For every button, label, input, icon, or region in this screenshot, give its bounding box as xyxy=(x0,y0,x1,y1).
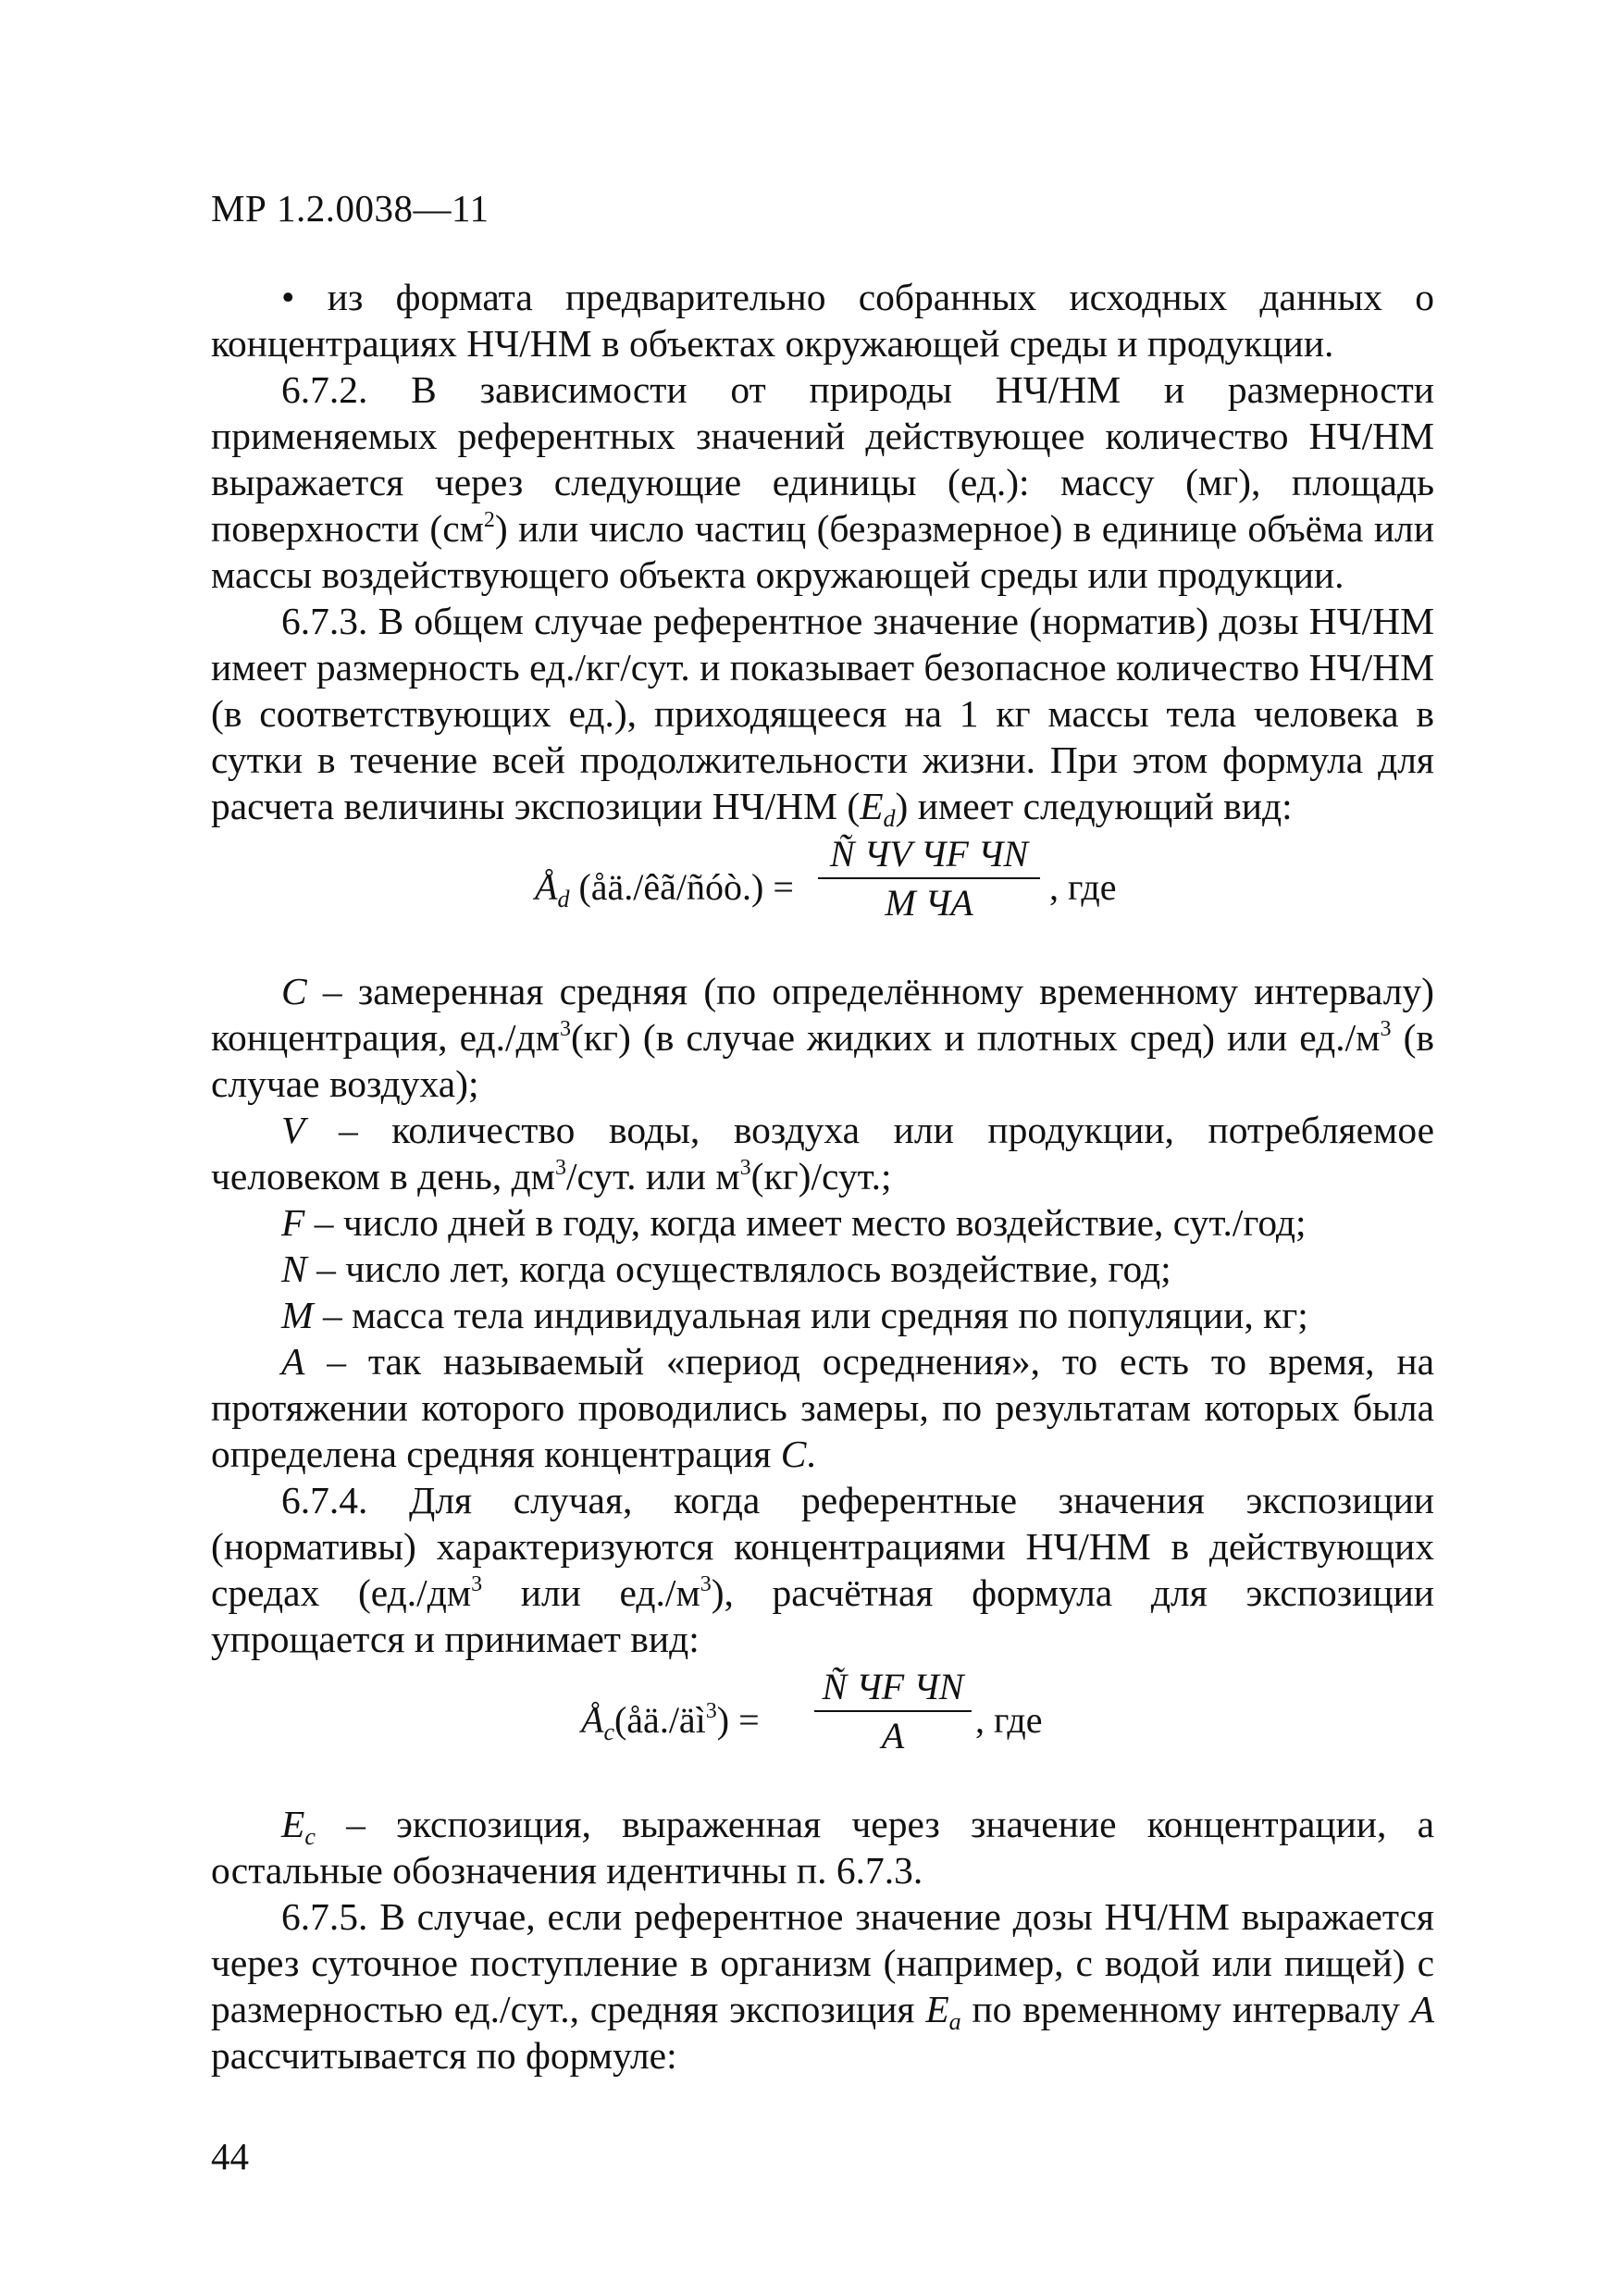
def-c-text3: (в случае воздуха); xyxy=(211,1016,1434,1105)
def-a-text: – так называемый «период осреднения», то есть то время, на протяжении которого проводились замеры, по результатам которых была определена средняя концентрация xyxy=(211,1340,1434,1475)
formula-lhs-units: (åä./êã/ñóò.) = xyxy=(578,866,794,908)
var-c-ref: C xyxy=(780,1433,807,1475)
def-ec-text: – экспозиция, выраженная через значение концентрации, а остальные обозначения идентичны п. 6.7.3. xyxy=(211,1803,1434,1892)
var-a-ref: A xyxy=(1410,1988,1435,2030)
paragraph-6-7-2-tail: ) или число частиц (безразмерное) в единице объёма или массы воздействующего объекта окружающей среды или продукции. xyxy=(211,507,1434,596)
var-a: A xyxy=(281,1340,305,1383)
paragraph-6-7-5-text2: по временному интервалу xyxy=(960,1988,1411,2030)
paragraph-bullet: • из формата предварительно собранных исходных данных о концентрациях НЧ/НМ в объектах окружающей среды и продукции. xyxy=(211,276,1434,365)
subscript-a: a xyxy=(948,2008,961,2035)
var-ea: E xyxy=(925,1988,949,2030)
def-v-text3: (кг)/сут.; xyxy=(750,1155,892,1198)
superscript: 3 xyxy=(1380,1017,1392,1041)
superscript: 2 xyxy=(483,508,495,532)
paragraph-6-7-4-text2: или ед./м xyxy=(482,1571,700,1614)
page-number: 44 xyxy=(211,2135,249,2178)
paragraph-6-7-4 xyxy=(211,1477,1434,1662)
paragraph-6-7-2-text: 6.7.2. В зависимости от природы НЧ/НМ и размерности применяемых референтных значений действующее количество НЧ/НМ выражается через следующие единицы (ед.): массу (мг), площадь поверхности (см xyxy=(211,368,1434,550)
superscript: 3 xyxy=(554,1156,566,1180)
paragraph-6-7-3 xyxy=(211,598,1434,832)
formula2-lhs-sup: 3 xyxy=(705,1699,717,1723)
def-a-end: . xyxy=(806,1433,816,1475)
paragraph-6-7-5-text3: рассчитывается по формуле: xyxy=(211,2034,677,2077)
superscript: 3 xyxy=(739,1156,751,1180)
formula-numerator: Ñ ЧV ЧF ЧN xyxy=(818,831,1040,879)
def-m-text: – масса тела индивидуальная или средняя по популяции, кг; xyxy=(313,1294,1308,1336)
paragraph-6-7-3-tail: ) имеет следующий вид: xyxy=(895,785,1293,827)
formula-fraction xyxy=(818,831,1040,927)
var-f: F xyxy=(281,1201,305,1244)
paragraph-6-7-3-text: 6.7.3. В общем случае референтное значение (норматив) дозы НЧ/НМ имеет размерность ед./кг/сут. и показывает безопасное количество НЧ/НМ (в соответствующих ед.), приходящееся на 1 кг массы тела человека в сутки в течение всей продолжительности жизни. При этом формула для расчета величины экспозиции НЧ/НМ ( xyxy=(211,600,1434,827)
formula-dose-exposure xyxy=(211,829,1434,968)
var-ec: E xyxy=(281,1803,305,1845)
formula-denominator: M ЧA xyxy=(885,882,973,924)
definition-f xyxy=(211,1199,1434,1246)
def-c-text: – замеренная средняя (по определённому временному интервалу) концентрация, ед./дм xyxy=(211,970,1434,1059)
def-v-text2: /сут. или м xyxy=(565,1155,740,1198)
formula-lhs xyxy=(535,864,794,911)
var-v: V xyxy=(281,1109,305,1151)
formula2-lhs-close: ) = xyxy=(716,1699,760,1741)
formula-concentration-exposure xyxy=(211,1662,1434,1801)
formula2-lhs xyxy=(581,1697,760,1744)
formula2-fraction xyxy=(814,1664,972,1760)
definition-n xyxy=(211,1246,1434,1292)
subscript-c: c xyxy=(304,1823,316,1850)
superscript: 3 xyxy=(700,1572,712,1596)
paragraph-6-7-4-text3: ), расчётная формула для экспозиции упрощается и принимает вид: xyxy=(211,1571,1434,1660)
paragraph-6-7-5-text: 6.7.5. В случае, если референтное значение дозы НЧ/НМ выражается через суточное поступление в организм (например, с водой или пищей) с размерностью ед./сут., средняя экспозиция xyxy=(211,1895,1434,2030)
definition-ec xyxy=(211,1801,1434,1893)
formula2-lhs-symbol: Å xyxy=(581,1699,604,1741)
def-c-text2: (кг) (в случае жидких и плотных сред) или ед./м xyxy=(570,1016,1381,1059)
def-f-text: – число дней в году, когда имеет место воздействие, сут./год; xyxy=(304,1201,1307,1244)
formula-lhs-sub: d xyxy=(557,886,570,912)
formula2-lhs-units: (åä./äì xyxy=(613,1699,706,1741)
var-n: N xyxy=(281,1247,307,1290)
superscript: 3 xyxy=(559,1017,571,1041)
formula2-lhs-sub: c xyxy=(603,1719,614,1745)
var-c: C xyxy=(281,970,307,1012)
definition-a xyxy=(211,1338,1434,1477)
definition-m xyxy=(211,1292,1434,1338)
formula2-suffix: , где xyxy=(975,1699,1043,1741)
document-body xyxy=(211,274,1434,2079)
variable-e: E xyxy=(860,785,884,827)
var-m: M xyxy=(281,1294,314,1336)
formula-lhs-symbol: Å xyxy=(535,866,558,908)
definition-c xyxy=(211,968,1434,1107)
formula2-numerator: Ñ ЧF ЧN xyxy=(814,1664,972,1712)
def-v-text: – количество воды, воздуха или продукции, потребляемое человеком в день, дм xyxy=(211,1109,1434,1198)
formula2-denominator: A xyxy=(881,1715,905,1756)
definition-v xyxy=(211,1107,1434,1199)
def-n-text: – число лет, когда осуществлялось воздействие, год; xyxy=(306,1247,1171,1290)
formula-suffix: , где xyxy=(1049,866,1117,908)
paragraph-6-7-5 xyxy=(211,1893,1434,2079)
subscript-d: d xyxy=(883,805,896,832)
document-code-header: МР 1.2.0038—11 xyxy=(211,187,489,230)
paragraph-6-7-4-text: 6.7.4. Для случая, когда референтные значения экспозиции (нормативы) характеризуются концентрациями НЧ/НМ в действующих средах (ед./дм xyxy=(211,1479,1434,1614)
paragraph-6-7-2 xyxy=(211,366,1434,598)
superscript: 3 xyxy=(471,1572,483,1596)
